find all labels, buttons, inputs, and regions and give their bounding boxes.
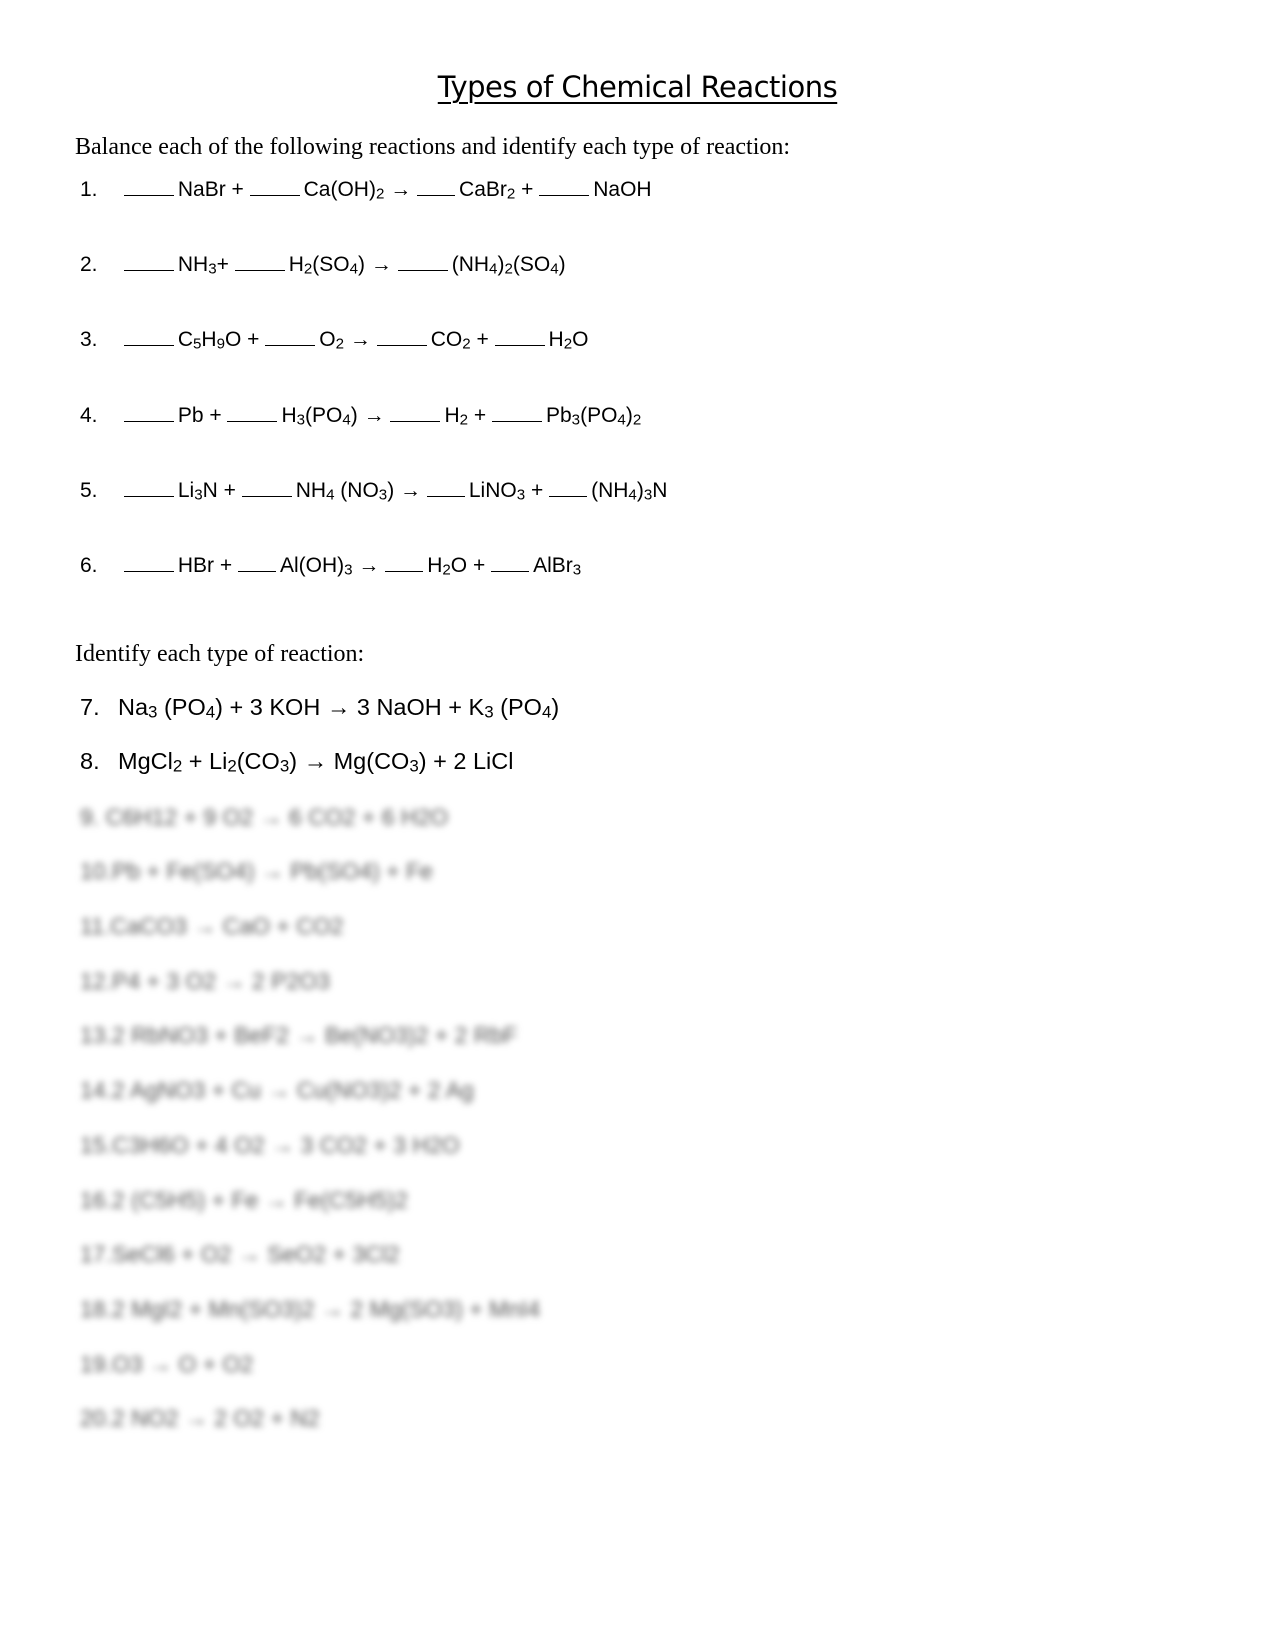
coefficient-blank[interactable] [238, 570, 276, 572]
coefficient-blank[interactable] [242, 495, 292, 497]
blurred-equation-10: 10.Pb + Fe(SO4) → Pb(SO4) + Fe [80, 858, 433, 884]
coefficient-blank[interactable] [124, 269, 174, 271]
coefficient-blank[interactable] [417, 194, 455, 196]
blurred-equation-13: 13.2 RbNO3 + BeF2 → Be(NO3)2 + 2 RbF [80, 1022, 518, 1048]
blurred-equation-9: 9. C6H12 + 9 O2 → 6 CO2 + 6 H2O [80, 804, 449, 830]
blurred-equation-14: 14.2 AgNO3 + Cu → Cu(NO3)2 + 2 Ag [80, 1077, 474, 1103]
coefficient-blank[interactable] [539, 194, 589, 196]
coefficient-blank[interactable] [124, 420, 174, 422]
blurred-equation-20: 20.2 NO2 → 2 O2 + N2 [80, 1405, 320, 1431]
equation-2: 2. $NH_3+ H_2(SO_4) \to (NH_4)_2(SO_4)$ [80, 253, 566, 278]
coefficient-blank[interactable] [250, 194, 300, 196]
equation-7: 7. $Na_3$ $(PO_4) + 3$ KOH → 3 NaOH + $K_3$ $(PO_4)$ [80, 694, 560, 722]
coefficient-blank[interactable] [265, 344, 315, 346]
coefficient-blank[interactable] [377, 344, 427, 346]
blurred-equation-16: 16.2 (C5H5) + Fe → Fe(C5H5)2 [80, 1187, 408, 1213]
coefficient-blank[interactable] [124, 194, 174, 196]
equation-5: 5. $Li_3N + NH_4$ $(NO_3)$ → LiNO$_3$ + $(NH_4)_3N$ [80, 479, 668, 504]
coefficient-blank[interactable] [495, 344, 545, 346]
blurred-equation-12: 12.P4 + 3 O2 → 2 P2O3 [80, 968, 330, 994]
coefficient-blank[interactable] [492, 420, 542, 422]
coefficient-blank[interactable] [398, 269, 448, 271]
coefficient-blank[interactable] [124, 344, 174, 346]
equation-6: 6. HBr + $Al(OH)_3 \to H_2O$ + AlBr$_3$ [80, 554, 582, 579]
blurred-equation-19: 19.O3 → O + O2 [80, 1351, 254, 1377]
instruction-balance: Balance each of the following reactions and identify each type of reaction: [75, 134, 791, 160]
coefficient-blank[interactable] [491, 570, 529, 572]
coefficient-blank[interactable] [227, 420, 277, 422]
equation-1: 1. NaBr + $Ca(OH)_2$ → CaBr$_2$ + NaOH [80, 178, 652, 203]
blurred-equation-17: 17.SeCl6 + O2 → SeO2 + 3Cl2 [80, 1241, 400, 1267]
instruction-identify: Identify each type of reaction: [75, 641, 365, 667]
blurred-equation-11: 11.CaCO3 → CaO + CO2 [80, 913, 344, 939]
coefficient-blank[interactable] [427, 495, 465, 497]
coefficient-blank[interactable] [124, 495, 174, 497]
coefficient-blank[interactable] [390, 420, 440, 422]
equation-8: 8. MgCl$_2$ + $Li_2(CO_3) \to Mg(CO_3) + 2$ LiCl [80, 748, 514, 776]
equation-4: 4. $Pb + H_3(PO_4) \to H_2 + Pb_3(PO_4)_2$ [80, 404, 642, 429]
coefficient-blank[interactable] [124, 570, 174, 572]
coefficient-blank[interactable] [549, 495, 587, 497]
blurred-equation-18: 18.2 MgI2 + Mn(SO3)2 → 2 Mg(SO3) + MnI4 [80, 1296, 541, 1322]
coefficient-blank[interactable] [385, 570, 423, 572]
equation-3: 3. $C_5H_9O + O_2 \to CO_2 + H_2O$ [80, 328, 589, 353]
blurred-equation-15: 15.C3H6O + 4 O2 → 3 CO2 + 3 H2O [80, 1132, 460, 1158]
page-title: Types of Chemical Reactions [437, 70, 838, 104]
coefficient-blank[interactable] [235, 269, 285, 271]
